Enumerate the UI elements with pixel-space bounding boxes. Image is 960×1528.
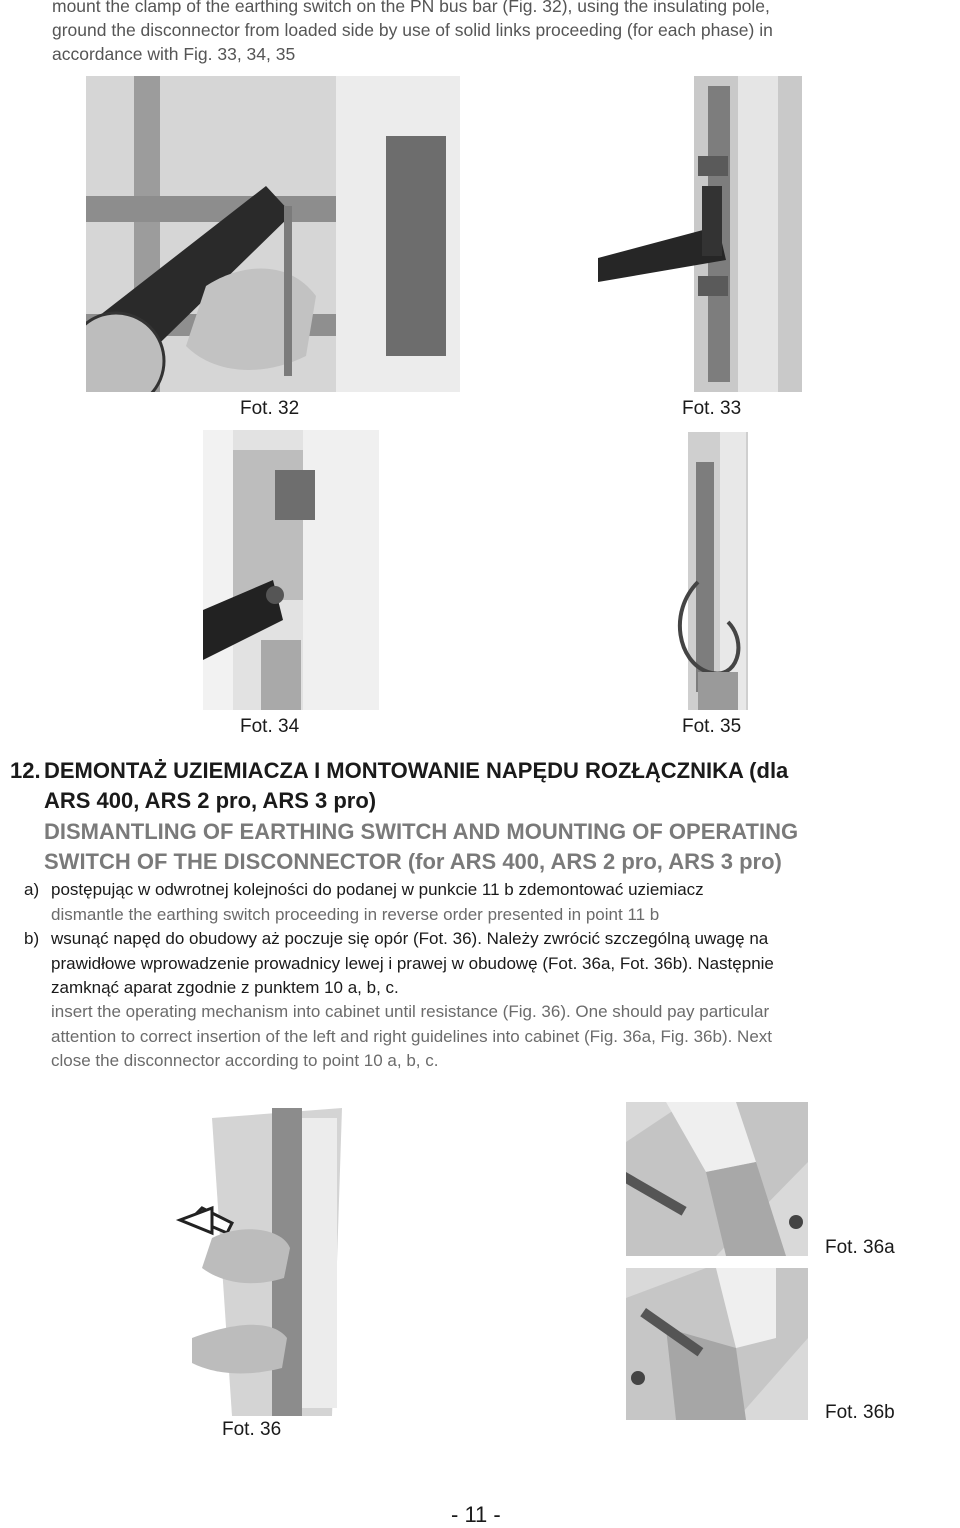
step-b-en-line3: close the disconnector according to point 10 a, b, c. [51,1051,439,1070]
step-b-en-line1: insert the operating mechanism into cabinet until resistance (Fig. 36). One should pay particular [51,1002,770,1021]
intro-paragraph [52,0,958,66]
caption-fot-35: Fot. 35 [682,716,742,737]
step-b-en-line2: attention to correct insertion of the left and right guidelines into cabinet (Fig. 36a, Fig. 36b). Next [51,1027,773,1046]
section-title-pl-line2: ARS 400, ARS 2 pro, ARS 3 pro) [44,788,377,813]
caption-fot-32: Fot. 32 [240,398,300,419]
section-number: 12. [10,758,41,783]
caption-fot-36: Fot. 36 [222,1419,282,1440]
caption-fot-36a: Fot. 36a [825,1237,895,1258]
step-a-en: dismantle the earthing switch proceeding in reverse order presented in point 11 b [51,905,660,924]
step-a-pl: postępując w odwrotnej kolejności do podanej w punkcie 11 b zdemontować uziemiacz [51,880,704,899]
caption-fot-34: Fot. 34 [240,716,300,737]
section-heading-pl [10,756,788,786]
caption-fot-36b: Fot. 36b [825,1402,895,1423]
step-a-marker: a) [24,880,40,899]
photo-fot-33 [598,76,802,392]
step-b-pl-line3: zamknąć aparat zgodnie z punktem 10 a, b, c. [51,978,399,997]
photo-fot-36 [172,1108,352,1416]
intro-line: accordance with Fig. 33, 34, 35 [52,44,296,64]
section-title-pl-line1: DEMONTAŻ UZIEMIACZA I MONTOWANIE NAPĘDU ROZŁĄCZNIKA (dla [44,758,789,783]
photo-fot-35 [668,432,754,710]
step-b-pl-line1: wsunąć napęd do obudowy aż poczuje się opór (Fot. 36). Należy zwrócić szczególną uwagę na [51,929,769,948]
photo-fot-34 [203,430,379,710]
photo-fot-36a [626,1102,808,1256]
step-b-pl-line2: prawidłowe wprowadzenie prowadnicy lewej i prawej w obudowę (Fot. 36a, Fot. 36b). Następnie [51,954,774,973]
photo-fot-32 [86,76,460,392]
step-b-marker: b) [24,929,40,948]
section-title-en-line2: SWITCH OF THE DISCONNECTOR (for ARS 400, ARS 2 pro, ARS 3 pro) [44,849,782,874]
photo-fot-36b [626,1268,808,1420]
intro-line: ground the disconnector from loaded side by use of solid links proceeding (for each phase) in [52,20,773,40]
caption-fot-33: Fot. 33 [682,398,742,419]
section-title-en-line1: DISMANTLING OF EARTHING SWITCH AND MOUNTING OF OPERATING [44,819,799,844]
intro-line: mount the clamp of the earthing switch on the PN bus bar (Fig. 32), using the insulating pole, [52,0,770,16]
page-number: - 11 - [451,1502,501,1527]
